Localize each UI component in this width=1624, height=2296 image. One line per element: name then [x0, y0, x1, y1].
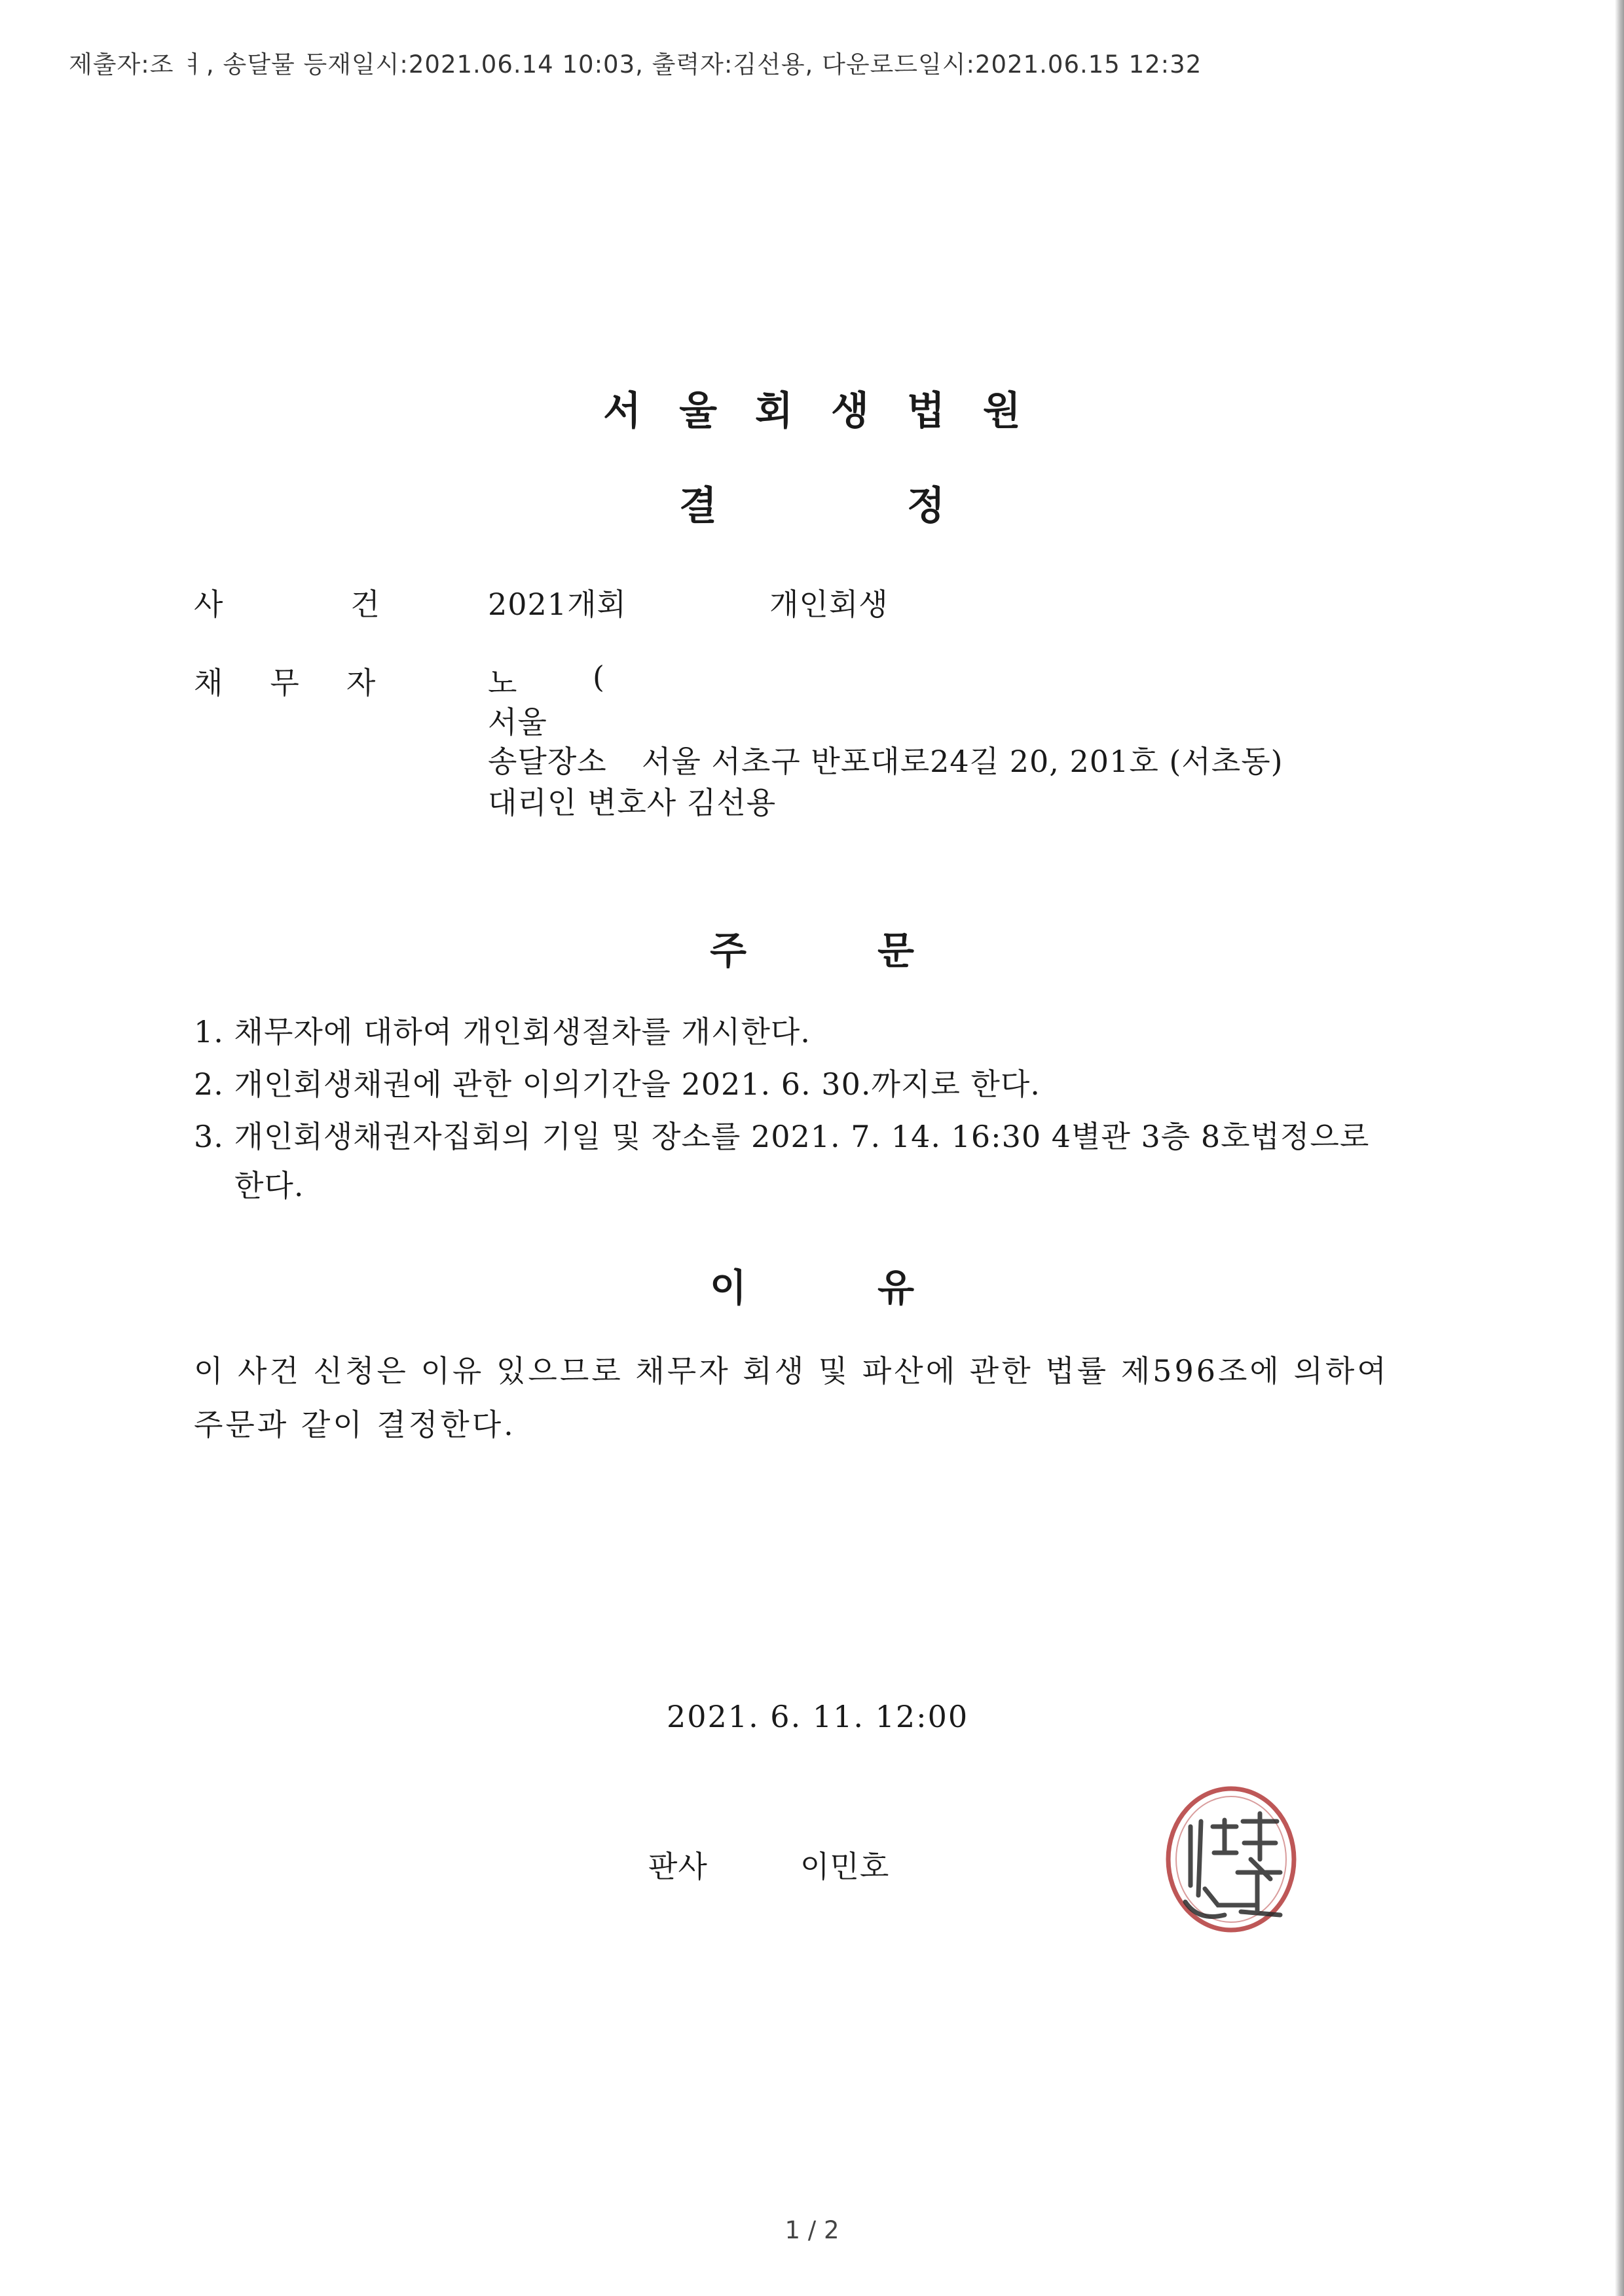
order-item-1: 1. 채무자에 대하여 개인회생절차를 개시한다. [194, 1014, 811, 1049]
submission-header: 제출자:조 ㅕ, 송달물 등재일시:2021.06.14 10:03, 출력자:김선용, 다운로드일시:2021.06.15 12:32 [69, 50, 1202, 79]
order-item-3-continued: 한다. [234, 1168, 304, 1203]
service-address-label: 송달장소 [488, 744, 607, 779]
case-type: 개인회생 [769, 587, 889, 622]
debtor-agent: 대리인 변호사 김선용 [488, 785, 777, 820]
judge-title: 판사 [648, 1849, 708, 1884]
debtor-address: 서울 [488, 704, 547, 740]
scan-edge-shadow [1615, 0, 1624, 2296]
decision-datetime: 2021. 6. 11. 12:00 [667, 1699, 969, 1734]
page-number: 1 / 2 [784, 2216, 840, 2244]
service-address: 서울 서초구 반포대로24길 20, 201호 (서초동) [642, 744, 1283, 779]
reason-line-1: 이 사건 신청은 이유 있으므로 채무자 회생 및 파산에 관한 법률 제596조에 의하여 [194, 1353, 1389, 1389]
court-name: 서울회생법원 [603, 388, 1059, 434]
debtor-name: 노 [488, 665, 518, 701]
document-type: 결정 [679, 483, 1135, 529]
reason-line-2: 주문과 같이 결정한다. [194, 1407, 516, 1442]
debtor-name-paren: ( [593, 659, 605, 695]
order-item-2: 2. 개인회생채권에 관한 이의기간을 2021. 6. 30.까지로 한다. [194, 1066, 1041, 1102]
judge-name: 이민호 [800, 1849, 890, 1884]
case-label: 사건 [194, 587, 507, 622]
debtor-label: 채무자 [194, 665, 423, 701]
order-heading: 주문 [709, 928, 1046, 973]
order-item-3: 3. 개인회생채권자집회의 기일 및 장소를 2021. 7. 14. 16:30 4별관 3층 8호법정으로 [194, 1119, 1370, 1154]
judge-seal-stamp [1159, 1781, 1303, 1938]
reason-heading: 이유 [709, 1266, 1046, 1310]
seal-icon [1159, 1781, 1303, 1938]
case-number: 2021개회 [488, 587, 627, 622]
